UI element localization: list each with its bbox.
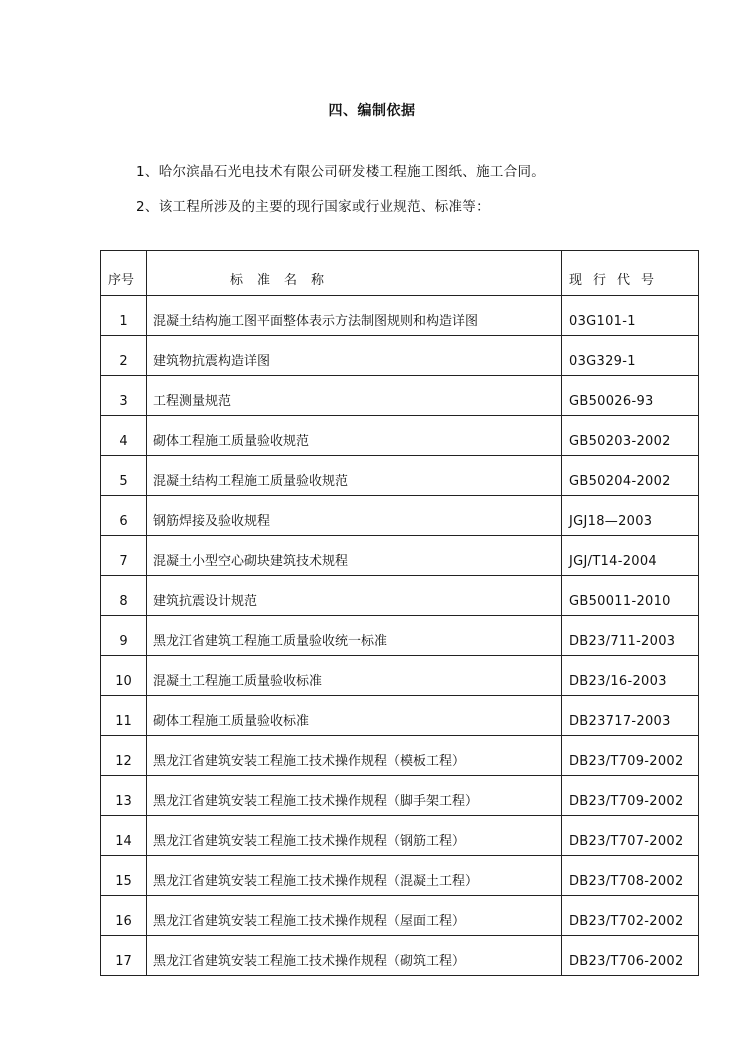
table-row: [101, 296, 699, 336]
row-serial-number: 16: [101, 896, 147, 936]
row-standard-name: 建筑抗震设计规范: [147, 576, 562, 616]
row-standard-code: DB23/711-2003: [562, 616, 699, 656]
row-standard-code: GB50026-93: [562, 376, 699, 416]
row-standard-name: 混凝土结构施工图平面整体表示方法制图规则和构造详图: [147, 296, 562, 336]
row-serial-number: 1: [101, 296, 147, 336]
row-standard-code: JGJ/T14-2004: [562, 536, 699, 576]
standards-table: [100, 250, 699, 976]
row-standard-name: 混凝土结构工程施工质量验收规范: [147, 456, 562, 496]
row-standard-name: 工程测量规范: [147, 376, 562, 416]
header-current-code: 现行代号: [562, 251, 699, 296]
row-serial-number: 2: [101, 336, 147, 376]
row-standard-code: GB50204-2002: [562, 456, 699, 496]
row-serial-number: 6: [101, 496, 147, 536]
table-row: [101, 336, 699, 376]
row-standard-code: JGJ18—2003: [562, 496, 699, 536]
row-serial-number: 15: [101, 856, 147, 896]
header-serial-number: 序号: [101, 251, 147, 296]
basis-item-1: 1、哈尔滨晶石光电技术有限公司研发楼工程施工图纸、施工合同。: [136, 164, 546, 180]
row-serial-number: 10: [101, 656, 147, 696]
row-standard-name: 砌体工程施工质量验收规范: [147, 416, 562, 456]
table-row: [101, 696, 699, 736]
row-standard-name: 黑龙江省建筑安装工程施工技术操作规程（混凝土工程）: [147, 856, 562, 896]
row-standard-name: 黑龙江省建筑安装工程施工技术操作规程（模板工程）: [147, 736, 562, 776]
table-row: [101, 536, 699, 576]
row-serial-number: 11: [101, 696, 147, 736]
row-standard-name: 建筑物抗震构造详图: [147, 336, 562, 376]
row-standard-name: 砌体工程施工质量验收标准: [147, 696, 562, 736]
table-header-row: [101, 251, 699, 296]
table-row: [101, 816, 699, 856]
table-body: [101, 296, 699, 976]
row-standard-name: 黑龙江省建筑安装工程施工技术操作规程（钢筋工程）: [147, 816, 562, 856]
row-standard-code: DB23/T707-2002: [562, 816, 699, 856]
row-serial-number: 12: [101, 736, 147, 776]
row-standard-name: 钢筋焊接及验收规程: [147, 496, 562, 536]
row-standard-code: DB23/T709-2002: [562, 736, 699, 776]
table-row: [101, 936, 699, 976]
row-standard-code: DB23/T706-2002: [562, 936, 699, 976]
row-standard-code: 03G101-1: [562, 296, 699, 336]
row-standard-code: DB23/T702-2002: [562, 896, 699, 936]
row-serial-number: 3: [101, 376, 147, 416]
table-row: [101, 616, 699, 656]
row-serial-number: 8: [101, 576, 147, 616]
row-standard-name: 混凝土工程施工质量验收标准: [147, 656, 562, 696]
row-serial-number: 17: [101, 936, 147, 976]
row-standard-code: DB23/T708-2002: [562, 856, 699, 896]
table-row: [101, 576, 699, 616]
section-heading: 四、编制依据: [328, 103, 416, 119]
table-row: [101, 496, 699, 536]
row-standard-name: 黑龙江省建筑安装工程施工技术操作规程（砌筑工程）: [147, 936, 562, 976]
row-serial-number: 13: [101, 776, 147, 816]
table-row: [101, 376, 699, 416]
table-row: [101, 656, 699, 696]
table-row: [101, 736, 699, 776]
row-standard-code: DB23/T709-2002: [562, 776, 699, 816]
row-serial-number: 5: [101, 456, 147, 496]
row-standard-code: GB50011-2010: [562, 576, 699, 616]
row-serial-number: 7: [101, 536, 147, 576]
basis-item-2: 2、该工程所涉及的主要的现行国家或行业规范、标准等：: [136, 199, 490, 215]
table-row: [101, 456, 699, 496]
table-row: [101, 896, 699, 936]
table-row: [101, 416, 699, 456]
row-serial-number: 4: [101, 416, 147, 456]
row-standard-code: DB23717-2003: [562, 696, 699, 736]
row-serial-number: 14: [101, 816, 147, 856]
table-row: [101, 776, 699, 816]
row-standard-code: DB23/16-2003: [562, 656, 699, 696]
header-standard-name: 标准名称: [147, 251, 562, 296]
row-standard-code: 03G329-1: [562, 336, 699, 376]
row-standard-name: 黑龙江省建筑安装工程施工技术操作规程（脚手架工程）: [147, 776, 562, 816]
row-serial-number: 9: [101, 616, 147, 656]
row-standard-code: GB50203-2002: [562, 416, 699, 456]
row-standard-name: 黑龙江省建筑安装工程施工技术操作规程（屋面工程）: [147, 896, 562, 936]
row-standard-name: 黑龙江省建筑工程施工质量验收统一标准: [147, 616, 562, 656]
table-row: [101, 856, 699, 896]
row-standard-name: 混凝土小型空心砌块建筑技术规程: [147, 536, 562, 576]
